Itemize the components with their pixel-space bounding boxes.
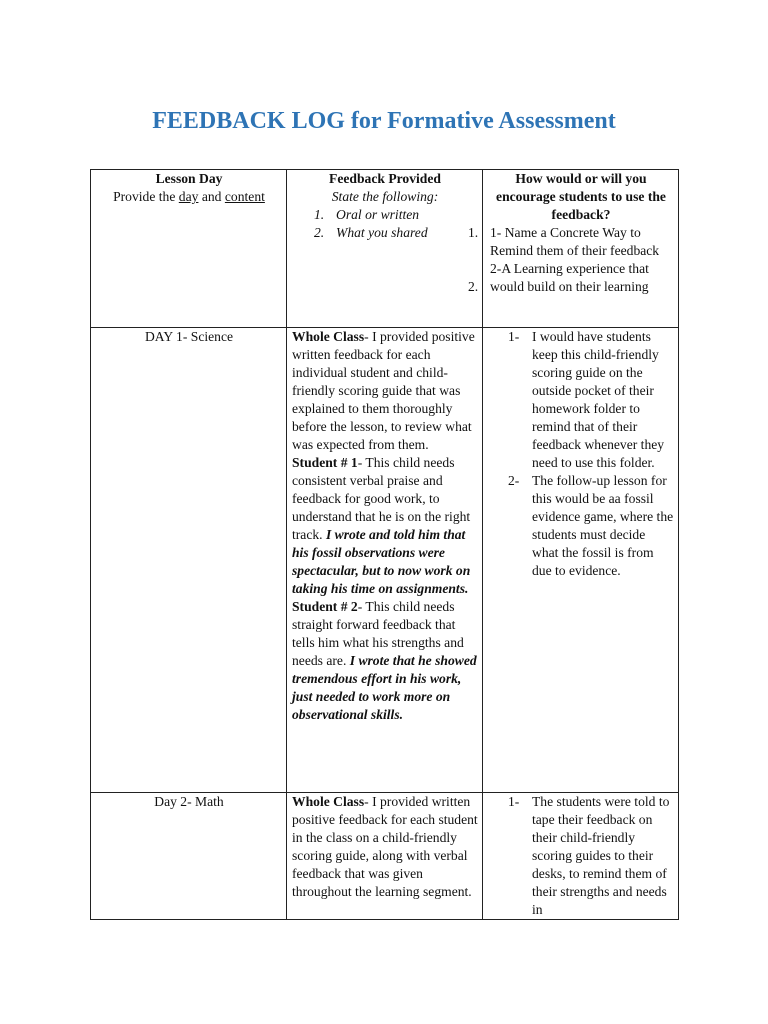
header-feedback-list (292, 206, 478, 242)
header-lesson-day (91, 170, 287, 328)
list-item: 1. Oral or written (314, 207, 420, 222)
feedback-paragraph: Whole Class- I provided written positive feedback for each student in the class on a child-friendly scoring guide, along with verbal feedback that was given throughout the learning segment. (292, 794, 478, 899)
feedback-log-table (90, 169, 679, 920)
page-title: FEEDBACK LOG for Formative Assessment (152, 108, 616, 134)
table-header-row (91, 170, 679, 328)
header-lesson-day-title: Lesson Day (155, 171, 223, 186)
header-lesson-day-instruction: Provide the day and content (113, 189, 265, 204)
encourage-cell (483, 793, 679, 920)
list-item: 2- The follow-up lesson for this would be aa fossil evidence game, where the students must decide what the fossil is from due to evidence. (508, 473, 674, 578)
header-encourage-list: 1. 2. 1- Name a Concrete Way to Remind them of their feedback 2-A Learning experience that would build on their learning (488, 224, 674, 296)
table-row (91, 328, 679, 793)
header-feedback-provided (287, 170, 483, 328)
list-item: 2. What you shared (314, 225, 428, 240)
header-feedback-subtitle: State the following: (331, 189, 439, 204)
feedback-paragraph: Student # 1- This child needs consistent verbal praise and feedback for good work, to understand that he is on the right track. I wrote and told him that his fossil observations were spectacular, but to now work on taking his time on assignments. (292, 455, 471, 596)
list-item: 1- The students were told to tape their feedback on their child-friendly scoring guides to their desks, to remind them of their strengths and needs in (508, 794, 670, 917)
table-row (91, 793, 679, 920)
encourage-cell (483, 328, 679, 793)
header-feedback-title: Feedback Provided (329, 171, 441, 186)
list-item: 1- Name a Concrete Way to Remind them of their feedback (490, 225, 660, 258)
lesson-day-cell: Day 2- Math (91, 793, 287, 920)
feedback-paragraph: Whole Class- I provided positive written feedback for each individual student and child-friendly scoring guide that was explained to them thoroughly before the lesson, to review what was expected from them. (292, 329, 475, 452)
list-item: 1- I would have students keep this child-friendly scoring guide on the outside pocket of their homework folder to remind that of their feedback whenever they need to use this folder. (508, 329, 665, 470)
feedback-paragraph: Student # 2- This child needs straight forward feedback that tells him what his strengths and needs are. I wrote that he showed tremendous effort in his work, just needed to work more on observational skills. (292, 599, 477, 722)
header-encourage (468, 170, 679, 328)
feedback-cell (287, 328, 483, 793)
feedback-cell (287, 793, 483, 920)
header-encourage-title: How would or will you encourage students to use the feedback? (496, 171, 666, 222)
lesson-day-cell: DAY 1- Science (91, 328, 287, 793)
list-item: 2-A Learning experience that would build on their learning (490, 261, 649, 294)
